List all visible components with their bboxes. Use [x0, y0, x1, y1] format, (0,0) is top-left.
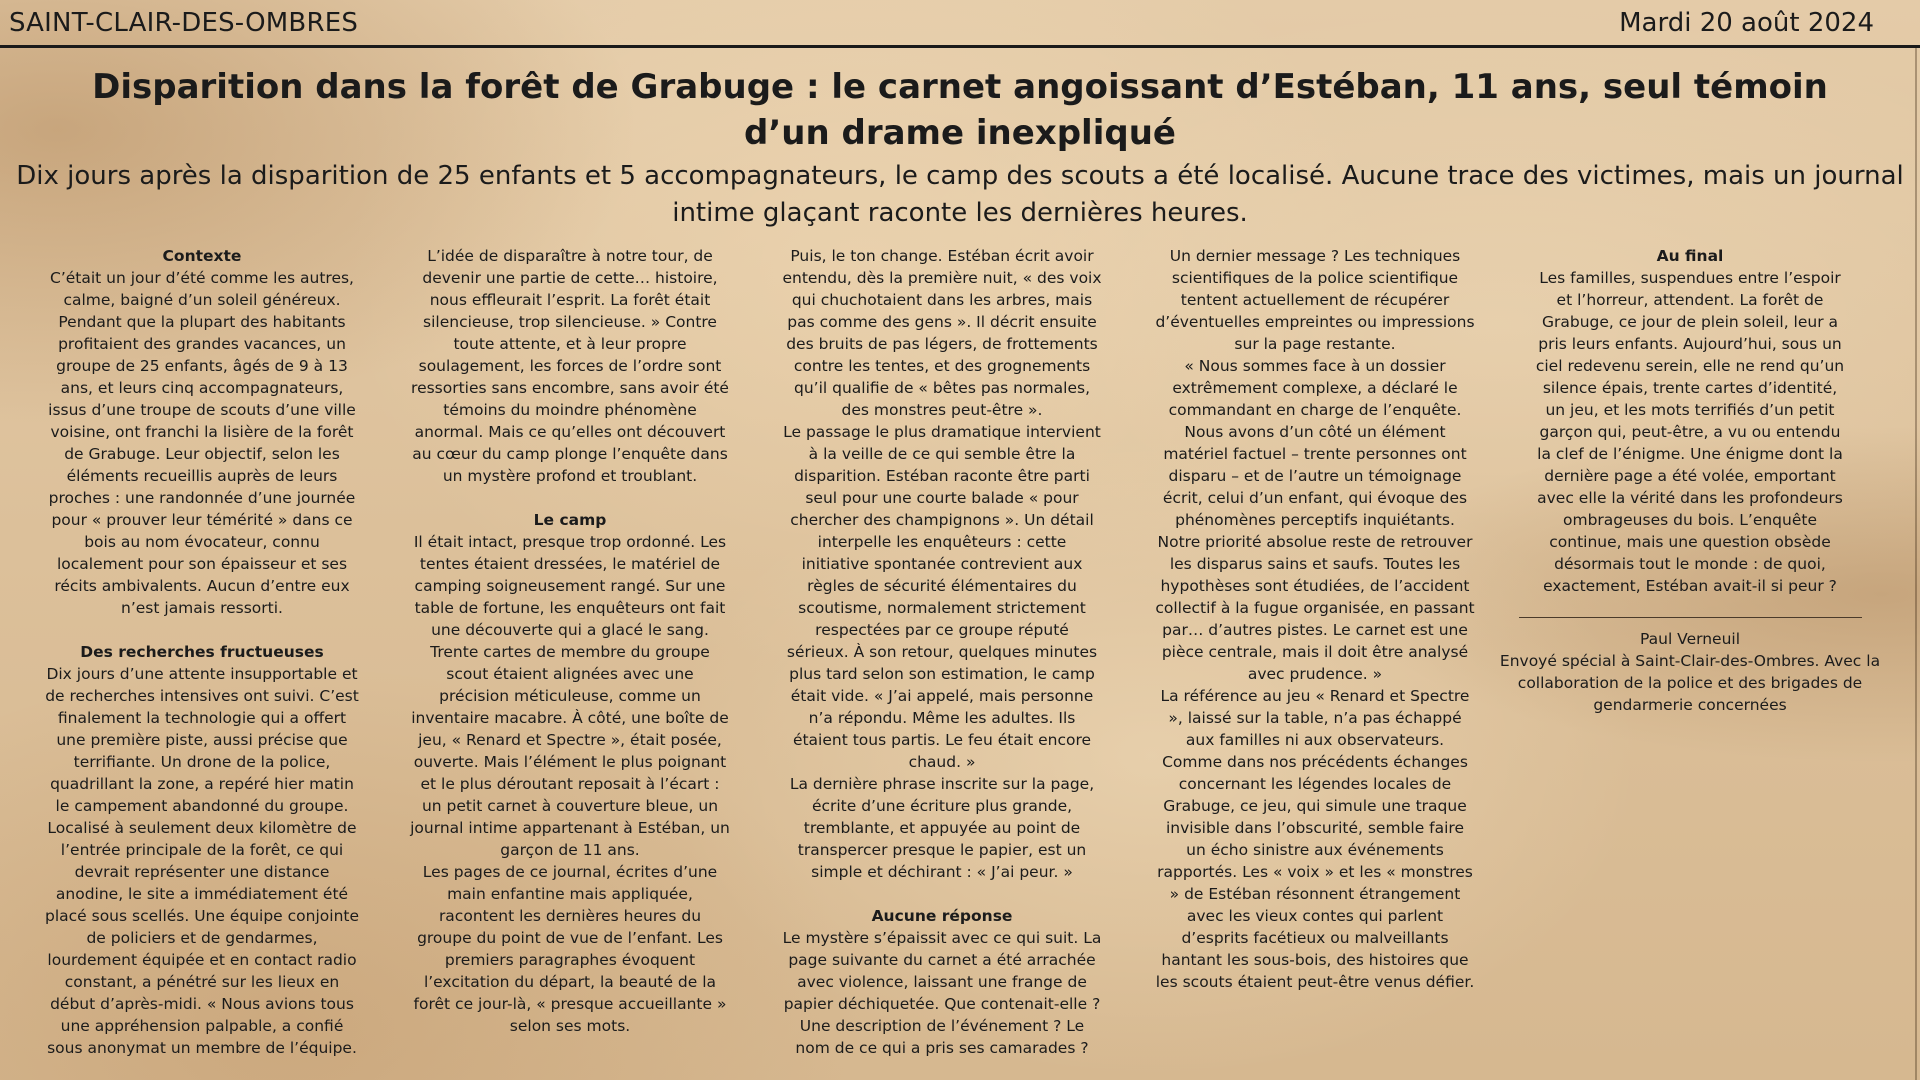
- paragraph-reponse-2: Un dernier message ? Les techniques scientifiques de la police scientifique tentent actuellement de récupérer d’éventuelles empreintes ou impressions sur la page restante.: [1155, 247, 1475, 353]
- section-title-recherches: Des recherches fructueuses: [80, 643, 324, 661]
- paragraph-camp-3: Puis, le ton change. Estéban écrit avoir entendu, dès la première nuit, « des voix qui chuchotaient dans les arbres, mais pas comme des gens ». Il décrit ensuite des bruits de pas légers, de frottements contre les tentes, et des grognements qu’il qualifie de « bêtes pas normales, des monstres peut-être ».: [782, 247, 1102, 419]
- article-headline: Disparition dans la forêt de Grabuge : le carnet angoissant d’Estéban, 11 ans, seul témoin d’un drame inexpliqué: [92, 67, 1828, 153]
- city-name: SAINT-CLAIR-DES-OMBRES: [9, 8, 359, 38]
- paragraph-final: Les familles, suspendues entre l’espoir et l’horreur, attendent. La forêt de Grabuge, ce jour de plein soleil, leur a pris leurs enfants. Aujourd’hui, sous un ciel redevenu serein, elle ne rend qu’un silence épais, trente cartes d’identité, un jeu, et les mots terrifiés d’un petit garçon qui, peut-être, a vu ou entendu la clef de l’énigme. Une énigme dont la dernière page a été volée, emportant avec elle la vérité dans les profondeurs ombrageuses du bois. L’enquête continue, mais une question obsède désormais tout le monde : de quoi, exactement, Estéban avait-il si peur ?: [1535, 269, 1845, 595]
- column-3: [782, 245, 1102, 1059]
- paragraph-reponse-1: Le mystère s’épaissit avec ce qui suit. La page suivante du carnet a été arrachée avec violence, laissant une frange de papier déchiquetée. Que contenait-elle ? Une description de l’événement ? Le nom de ce qui a pris ses camarades ?: [782, 929, 1102, 1057]
- paragraph-recherches-2: L’idée de disparaître à notre tour, de devenir une partie de cette… histoire, nous effleurait l’esprit. La forêt était silencieuse, trop silencieuse. » Contre toute attente, et à leur propre soulagement, les forces de l’ordre sont ressorties sans encombre, sans avoir été témoins du moindre phénomène anormal. Mais ce qu’elles ont découvert au cœur du camp plonge l’enquête dans un mystère profond et troublant.: [411, 247, 729, 485]
- column-1: [44, 245, 360, 1059]
- paragraph-camp-1: Il était intact, presque trop ordonné. Les tentes étaient dressées, le matériel de camping soigneusement rangé. Sur une table de fortune, les enquêteurs ont fait une découverte qui a glacé le sang. Trente cartes de membre du groupe scout étaient alignées avec une précision méticuleuse, comme un inventaire macabre. À côté, une boîte de jeu, « Renard et Spectre », était posée, ouverte. Mais l’élément le plus poignant et le plus déroutant reposait à l’écart : un petit carnet à couverture bleue, un journal intime appartenant à Estéban, un garçon de 11 ans.: [410, 533, 730, 859]
- article-columns: [0, 245, 1920, 1075]
- signature-divider: [1519, 617, 1862, 618]
- paragraph-camp-5: La dernière phrase inscrite sur la page, écrite d’une écriture plus grande, tremblante, et appuyée au point de transpercer presque le papier, est un simple et déchirant : « J’ai peur. »: [789, 775, 1095, 881]
- byline-role: Envoyé spécial à Saint-Clair-des-Ombres. Avec la collaboration de la police et des brigades de gendarmerie concernées: [1499, 652, 1881, 714]
- section-title-reponse: Aucune réponse: [871, 907, 1013, 925]
- issue-date: Mardi 20 août 2024: [1619, 8, 1874, 38]
- column-2: [410, 245, 730, 1037]
- paragraph-reponse-3: « Nous sommes face à un dossier extrêmement complexe, a déclaré le commandant en charge de l’enquête. Nous avons d’un côté un élément matériel factuel – trente personnes ont disparu – et de l’autre un témoignage écrit, celui d’un enfant, qui évoque des phénomènes perceptifs inquiétants. Notre priorité absolue reste de retrouver les disparus sains et saufs. Toutes les hypothèses sont étudiées, de l’accident collectif à la fugue organisée, en passant par… d’autres pistes. Le carnet est une pièce centrale, mais il doit être analysé avec prudence. »: [1155, 357, 1475, 683]
- section-title-contexte: Contexte: [162, 247, 242, 265]
- paragraph-contexte: C’était un jour d’été comme les autres, calme, baigné d’un soleil généreux. Pendant que la plupart des habitants profitaient des grandes vacances, un groupe de 25 enfants, âgés de 9 à 13 ans, et leurs cinq accompagnateurs, issus d’une troupe de scouts d’une ville voisine, ont franchi la lisière de la forêt de Grabuge. Leur objectif, selon les éléments recueillis auprès de leurs proches : une randonnée d’une journée pour « prouver leur témérité » dans ce bois au nom évocateur, connu localement pour son épaisseur et ses récits ambivalents. Aucun d’entre eux n’est jamais ressorti.: [48, 269, 356, 617]
- paragraph-recherches-1: Dix jours d’une attente insupportable et de recherches intensives ont suivi. C’est finalement la technologie qui a offert une première piste, aussi précise que terrifiante. Un drone de la police, quadrillant la zone, a repéré hier matin le campement abandonné du groupe. Localisé à seulement deux kilomètre de l’entrée principale de la forêt, ce qui devrait représenter une distance anodine, le site a immédiatement été placé sous scellés. Une équipe conjointe de policiers et de gendarmes, lourdement équipée et en contact radio constant, a pénétré sur les lieux en début d’après-midi. « Nous avions tous une appréhension palpable, a confié sous anonymat un membre de l’équipe.: [44, 665, 360, 1057]
- section-title-final: Au final: [1656, 247, 1724, 265]
- column-4: [1155, 245, 1475, 993]
- paragraph-camp-2: Les pages de ce journal, écrites d’une main enfantine mais appliquée, racontent les dernières heures du groupe du point de vue de l’enfant. Les premiers paragraphes évoquent l’excitation du départ, la beauté de la forêt ce jour-là, « presque accueillante » selon ses mots.: [413, 863, 727, 1035]
- paragraph-reponse-4: La référence au jeu « Renard et Spectre », laissé sur la table, n’a pas échappé aux familles ni aux observateurs. Comme dans nos précédents échanges concernant les légendes locales de Grabuge, ce jeu, qui simule une traque invisible dans l’obscurité, semble faire un écho sinistre aux événements rapportés. Les « voix » et les « monstres » de Estéban résonnent étrangement avec les vieux contes qui parlent d’esprits facétieux ou malveillants hantant les sous-bois, des histoires que les scouts étaient peut-être venus défier.: [1155, 687, 1475, 991]
- byline-author: Paul Verneuil: [1639, 630, 1741, 648]
- paragraph-camp-4: Le passage le plus dramatique intervient à la veille de ce qui semble être la disparition. Estéban raconte être parti seul pour une courte balade « pour chercher des champignons ». Un détail interpelle les enquêteurs : cette initiative spontanée contrevient aux règles de sécurité élémentaires du scoutisme, normalement strictement respectées par ce groupe réputé sérieux. À son retour, quelques minutes plus tard selon son estimation, le camp était vide. « J’ai appelé, mais personne n’a répondu. Même les adultes. Ils étaient tous partis. Le feu était encore chaud. »: [783, 423, 1101, 771]
- masthead-bar: [0, 0, 1920, 48]
- article-subhead: Dix jours après la disparition de 25 enfants et 5 accompagnateurs, le camp des scouts a été localisé. Aucune trace des victimes, mais un journal intime glaçant raconte les dernières heures.: [16, 161, 1904, 228]
- column-5: [1475, 245, 1905, 716]
- section-title-camp: Le camp: [533, 511, 607, 529]
